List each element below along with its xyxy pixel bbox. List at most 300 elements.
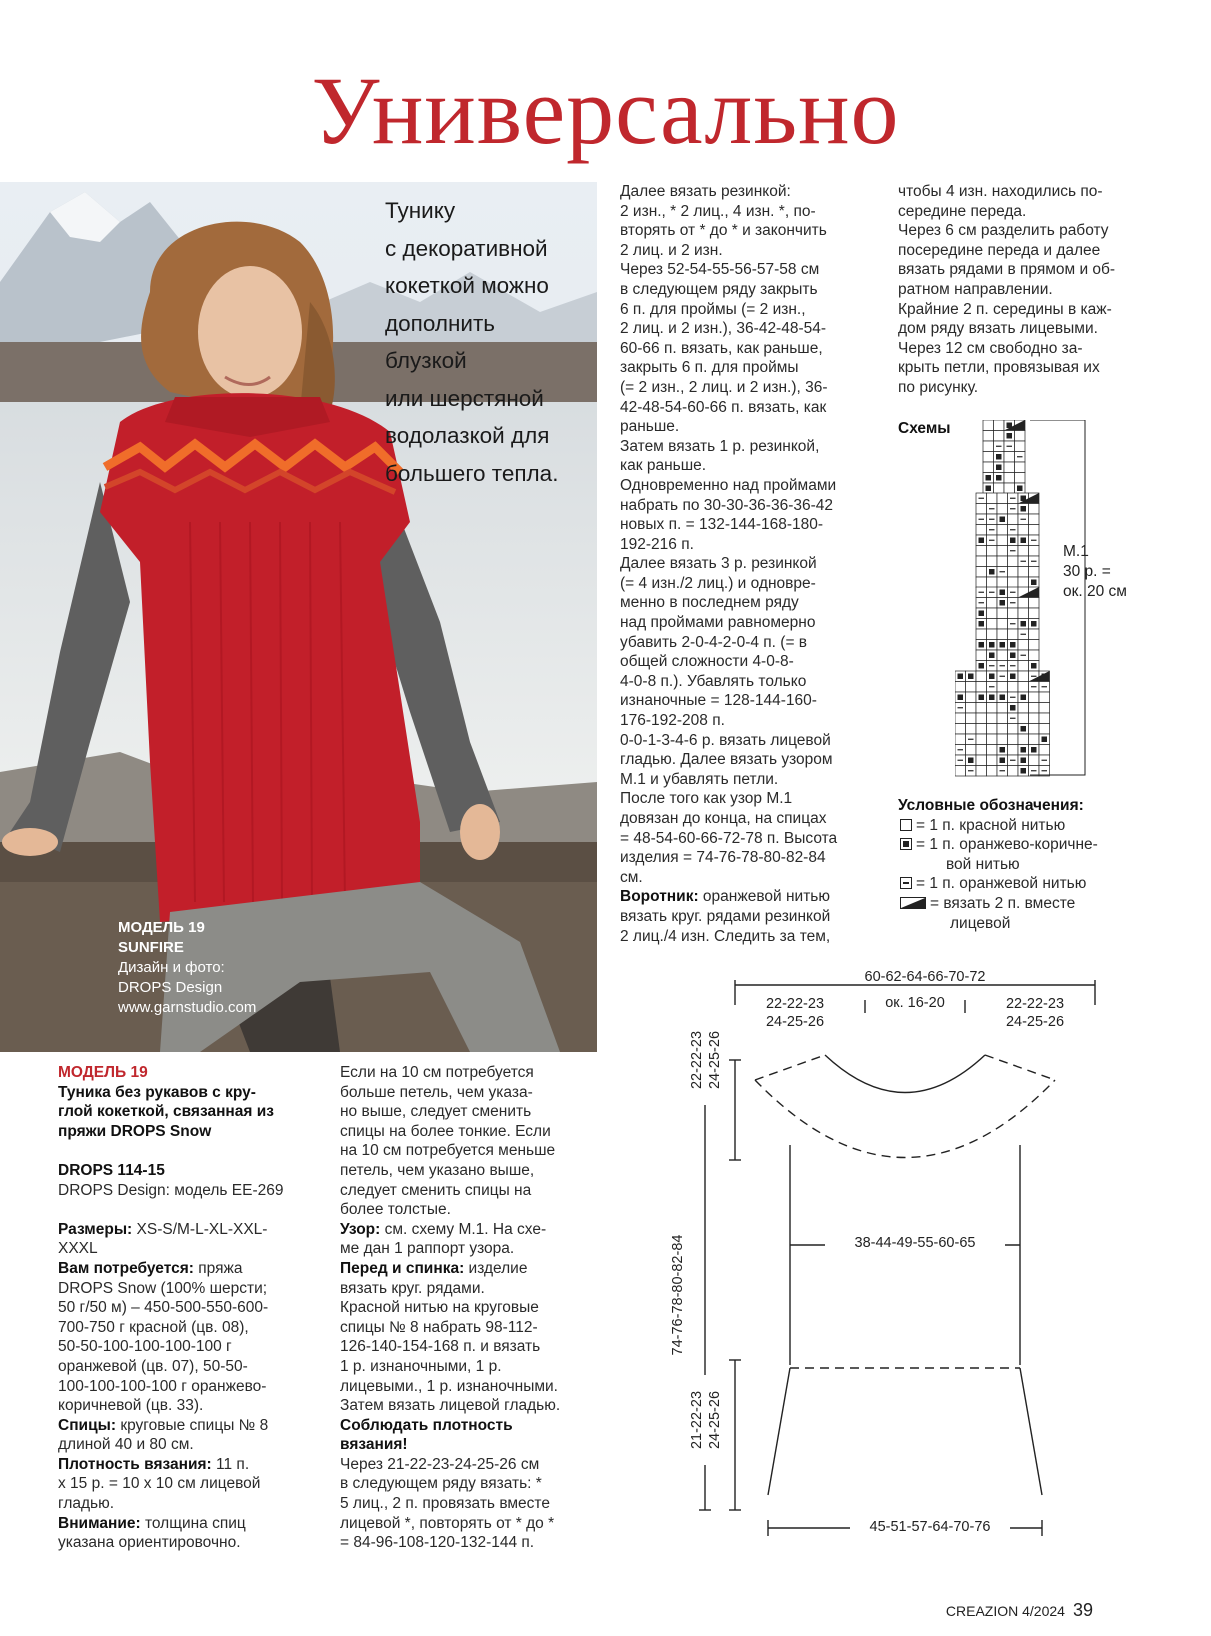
- text-line: спицы № 8 набрать 98-112-: [340, 1318, 538, 1336]
- chart-cell: [1015, 431, 1026, 442]
- chart-cell: [983, 420, 994, 431]
- filled-square-icon: [900, 838, 912, 850]
- chart-label-line: М.1: [1063, 543, 1089, 560]
- text-line: 0-0-1-3-4-6 р. вязать лицевой: [620, 731, 831, 749]
- chart-cell: [1029, 703, 1040, 714]
- yoke-height-line: 22-22-23: [689, 1030, 705, 1090]
- pattern-code: DROPS 114-15: [58, 1161, 165, 1179]
- legend-text: = 1 п. оранжевой нитью: [916, 875, 1087, 893]
- chart-cell: [1018, 525, 1029, 536]
- text-line: (= 4 изн./2 лиц.) и одновре-: [620, 574, 816, 592]
- text-line: изделия = 74-76-78-80-82-84: [620, 849, 826, 867]
- chart-dark-stitch: [979, 695, 985, 701]
- text-line: М.1 и убавлять петли.: [620, 770, 779, 788]
- text-line: Одновременно над проймами: [620, 476, 837, 494]
- text-line: раньше.: [620, 418, 680, 436]
- text-line: Затем вязать лицевой гладью.: [340, 1397, 561, 1415]
- chart-cell: [997, 650, 1008, 661]
- chart-cell: [976, 713, 987, 724]
- chart-cell: [1039, 724, 1050, 735]
- text-line: Через 52-54-55-56-57-58 см: [620, 261, 820, 279]
- chart-cell: [997, 525, 1008, 536]
- chart-cell: [987, 703, 998, 714]
- text-line: больше петель, чем указа-: [340, 1083, 533, 1101]
- chart-cell: [1029, 546, 1040, 557]
- intro-line: большего тепла.: [385, 460, 559, 486]
- text-line: середине переда.: [898, 202, 1027, 220]
- chart-cell: [997, 535, 1008, 546]
- chart-cell: [976, 703, 987, 714]
- chart-cell: [987, 734, 998, 745]
- text-line: 176-192-208 п.: [620, 712, 725, 730]
- caption-site: www.garnstudio.com: [118, 999, 257, 1016]
- chart-cell: [1018, 567, 1029, 578]
- chart-dark-stitch: [1010, 705, 1016, 711]
- model-desc: Туника без рукавов с кру-: [58, 1083, 256, 1101]
- density-value: 11 п.: [211, 1455, 250, 1473]
- chart-dark-stitch: [979, 621, 985, 627]
- chart-dark-stitch: [1031, 747, 1037, 753]
- text-line: Через 21-22-23-24-25-26 см: [340, 1455, 540, 1473]
- intro-line: или шерстяной: [385, 385, 544, 411]
- text-line: 700-750 г красной (цв. 08),: [58, 1318, 249, 1336]
- chart-cell: [966, 703, 977, 714]
- text-line: 2 лиц./4 изн. Следить за тем,: [620, 927, 831, 945]
- text-line: крыть петли, провязывая их: [898, 359, 1100, 377]
- chart-cell: [1018, 608, 1029, 619]
- front-label: Перед и спинка:: [340, 1259, 465, 1277]
- chart-dark-stitch: [1010, 642, 1016, 648]
- chart-cell: [976, 671, 987, 682]
- chart-dark-stitch: [1000, 695, 1006, 701]
- chart-dark-stitch: [1010, 674, 1016, 680]
- text-line: довязан до конца, на спицах: [620, 810, 827, 827]
- text-line: Через 6 см разделить работу: [898, 222, 1109, 240]
- chart-cell: [1004, 473, 1015, 484]
- text-line: Крайние 2 п. середины в каж-: [898, 300, 1112, 318]
- text-line: Далее вязать резинкой:: [620, 183, 791, 200]
- chart-cell: [1015, 473, 1026, 484]
- chart-cell: [955, 713, 966, 724]
- text-line: дом ряду вязать лицевыми.: [898, 320, 1098, 338]
- chart-cell: [966, 713, 977, 724]
- text-line: лицевой *, повторять от * до *: [340, 1514, 555, 1532]
- chart-cell: [987, 745, 998, 756]
- knitting-chart: [955, 420, 1165, 780]
- intro-text: [385, 192, 590, 492]
- shoulder-left-line: 24-25-26: [765, 1014, 825, 1030]
- chart-cell: [1008, 745, 1019, 756]
- text-line: см.: [620, 868, 643, 886]
- chart-cell: [1008, 577, 1019, 588]
- sizes-value: XXXL: [58, 1240, 98, 1258]
- text-line: 1 р. изнаночными, 1 р.: [340, 1357, 502, 1375]
- chart-cell: [955, 724, 966, 735]
- chart-m1: [955, 420, 1165, 780]
- chart-cell: [976, 724, 987, 735]
- text-line: ратном направлении.: [898, 280, 1053, 298]
- chart-cell: [1018, 661, 1029, 672]
- text-line: изнаночные = 128-144-160-: [620, 692, 817, 710]
- chart-dark-stitch: [989, 695, 995, 701]
- chart-cell: [1018, 703, 1029, 714]
- text-line: (= 2 изн., 2 лиц. и 2 изн.), 36-: [620, 378, 828, 396]
- chart-cell: [1029, 724, 1040, 735]
- text-line: по рисунку.: [898, 378, 979, 396]
- chart-dark-stitch: [1010, 538, 1016, 544]
- needles-value: круговые спицы № 8: [116, 1416, 269, 1434]
- chart-dark-stitch: [1021, 747, 1027, 753]
- column-instructions-2: [620, 182, 870, 946]
- chart-cell: [976, 755, 987, 766]
- chart-cell: [1015, 441, 1026, 452]
- chart-dark-stitch: [1021, 621, 1027, 627]
- chart-dark-stitch: [989, 674, 995, 680]
- chart-cell: [1029, 650, 1040, 661]
- body-width-label: 38-44-49-55-60-65: [825, 1235, 1005, 1251]
- note-value: толщина спиц: [140, 1514, 246, 1532]
- empty-square-icon: [900, 819, 912, 831]
- legend: [898, 796, 1158, 933]
- need-value: пряжа: [193, 1259, 243, 1277]
- chart-cell: [1039, 745, 1050, 756]
- keep-density-label: Соблюдать плотность: [340, 1416, 513, 1434]
- yoke-height-line: 24-25-26: [707, 1030, 723, 1090]
- chart-dark-stitch: [1000, 642, 1006, 648]
- shoulder-left-label: [760, 995, 830, 1031]
- chart-dark-stitch: [1000, 600, 1006, 606]
- shoulder-left-line: 22-22-23: [765, 996, 825, 1012]
- legend-item: [898, 894, 1158, 933]
- chart-cell: [1015, 462, 1026, 473]
- chart-dark-stitch: [979, 611, 985, 617]
- chart-cell: [976, 745, 987, 756]
- chart-cell: [983, 462, 994, 473]
- chart-cell: [997, 504, 1008, 515]
- chart-cell: [976, 629, 987, 640]
- text-line: DROPS Snow (100% шерсти;: [58, 1279, 268, 1297]
- chart-dark-stitch: [979, 663, 985, 669]
- chart-cell: [1018, 640, 1029, 651]
- chart-cell: [1029, 629, 1040, 640]
- text-line: набрать по 30-30-36-36-36-42: [620, 496, 834, 514]
- chart-cell: [1004, 483, 1015, 494]
- text-line: но выше, следует сменить: [340, 1103, 532, 1121]
- chart-cell: [976, 734, 987, 745]
- text-line: 2 лиц. и 2 изн.), 36-42-48-54-: [620, 320, 827, 338]
- chart-cell: [987, 724, 998, 735]
- text-line: 5 лиц., 2 п. провязать вместе: [340, 1495, 550, 1513]
- caption-model: МОДЕЛЬ 19: [118, 919, 205, 936]
- chart-dark-stitch: [986, 475, 992, 481]
- sizes-label: Размеры:: [58, 1220, 133, 1238]
- chart-cell: [976, 567, 987, 578]
- text-line: менно в последнем ряду: [620, 594, 799, 612]
- text-line: 50 г/50 м) – 450-500-550-600-: [58, 1299, 269, 1317]
- text-line: Если на 10 см потребуется: [340, 1064, 534, 1081]
- need-label: Вам потребуется:: [58, 1259, 194, 1277]
- hem-height-line: 24-25-26: [707, 1390, 723, 1450]
- chart-cell: [1018, 577, 1029, 588]
- chart-cell: [997, 546, 1008, 557]
- chart-dark-stitch: [1000, 590, 1006, 596]
- legend-text: = вязать 2 п. вместе: [930, 894, 1076, 912]
- text-line: вторять от * до * и закончить: [620, 222, 827, 240]
- text-line: 192-216 п.: [620, 535, 694, 553]
- chart-cell: [994, 483, 1005, 494]
- text-line: как раньше.: [620, 457, 707, 475]
- chart-cell: [976, 650, 987, 661]
- hem-height-label: [688, 1375, 724, 1465]
- text-line: x 15 р. = 10 x 10 см лицевой: [58, 1475, 261, 1493]
- chart-cell: [966, 692, 977, 703]
- intro-line: кокеткой можно: [385, 273, 549, 298]
- text-line: убавить 2-0-4-2-0-4 п. (= в: [620, 633, 808, 651]
- chart-dark-stitch: [986, 486, 992, 492]
- chart-cell: [997, 608, 1008, 619]
- chart-cell: [1029, 608, 1040, 619]
- decrease-triangle-icon: [900, 897, 926, 909]
- legend-text: вой нитью: [946, 855, 1020, 873]
- intro-line: с декоративной: [385, 235, 548, 261]
- intro-line: Тунику: [385, 198, 456, 223]
- chart-cell: [983, 441, 994, 452]
- text-line: Затем вязать 1 р. резинкой,: [620, 437, 820, 455]
- shoulder-right-label: [1000, 995, 1070, 1031]
- legend-text: = 1 п. красной нитью: [916, 816, 1066, 834]
- chart-cell: [987, 755, 998, 766]
- chart-dark-stitch: [1000, 517, 1006, 523]
- text-line: Красной нитью на круговые: [340, 1299, 539, 1317]
- caption-brand: DROPS Design: [118, 979, 223, 996]
- chart-cell: [987, 493, 998, 504]
- chart-cell: [1004, 462, 1015, 473]
- text-line: вязать круг. рядами.: [340, 1279, 485, 1297]
- page-title: Универсально: [311, 57, 900, 164]
- text-line: После того как узор М.1: [620, 790, 793, 808]
- chart-cell: [1029, 713, 1040, 724]
- text-line: коричневой (цв. 33).: [58, 1397, 204, 1415]
- top-width-label: 60-62-64-66-70-72: [864, 969, 986, 985]
- chart-dark-stitch: [979, 642, 985, 648]
- text-line: над проймами равномерно: [620, 614, 816, 632]
- caption-name: SUNFIRE: [118, 939, 184, 956]
- chart-cell: [997, 619, 1008, 630]
- text-line: на 10 см потребуется меньше: [340, 1142, 556, 1160]
- chart-cell: [997, 703, 1008, 714]
- legend-text: лицевой: [950, 914, 1011, 932]
- chart-cell: [987, 546, 998, 557]
- text-line: в следующем ряду закрыть: [620, 280, 818, 298]
- chart-cell: [987, 608, 998, 619]
- text-line: 2 изн., * 2 лиц., 4 изн. *, по-: [620, 202, 816, 220]
- chart-cell: [997, 493, 1008, 504]
- chart-cell: [997, 556, 1008, 567]
- column-instructions-3: [898, 182, 1148, 398]
- text-line: 126-140-154-168 п. и вязать: [340, 1338, 541, 1356]
- chart-cell: [983, 431, 994, 442]
- text-line: 42-48-54-60-66 п. вязать, как: [620, 398, 827, 416]
- text-line: общей сложности 4-0-8-: [620, 653, 794, 671]
- text-line: = 48-54-60-66-72-78 п. Высота: [620, 829, 838, 847]
- chart-label-line: ок. 20 см: [1063, 583, 1127, 600]
- chart-cell: [976, 682, 987, 693]
- intro-line: водолазкой для: [385, 423, 550, 448]
- chart-dark-stitch: [989, 569, 995, 575]
- chart-dark-stitch: [1021, 506, 1027, 512]
- legend-text: = 1 п. оранжево-коричне-: [916, 836, 1098, 854]
- chart-dark-stitch: [1021, 768, 1027, 774]
- chart-cell: [1018, 734, 1029, 745]
- chart-cell: [976, 577, 987, 588]
- chart-cell: [1029, 598, 1040, 609]
- total-height-label: 74-76-78-80-82-84: [670, 1215, 686, 1375]
- page-number: 39: [1072, 1600, 1093, 1620]
- text-line: вязать круг. рядами резинкой: [620, 907, 831, 925]
- chart-cell: [976, 504, 987, 515]
- chart-cell: [955, 734, 966, 745]
- caption-design: Дизайн и фото:: [118, 959, 225, 976]
- text-line: гладью. Далее вязать узором: [620, 751, 833, 769]
- chart-cell: [997, 577, 1008, 588]
- text-line: 100-100-100-100 г оранжево-: [58, 1377, 267, 1395]
- chart-cell: [1029, 525, 1040, 536]
- text-line: гладью.: [58, 1495, 115, 1513]
- chart-cell: [997, 629, 1008, 640]
- sizes-value: XS-S/M-L-XL-XXL-: [132, 1220, 268, 1238]
- chart-dark-stitch: [958, 695, 964, 701]
- chart-cell: [983, 452, 994, 463]
- keep-density-label: вязания!: [340, 1436, 408, 1454]
- column-instructions-1: [340, 1063, 590, 1553]
- text-line: Через 12 см свободно за-: [898, 339, 1083, 357]
- intro-line: блузкой: [385, 348, 467, 373]
- dash-square-icon: [900, 877, 912, 889]
- chart-cell: [994, 420, 1005, 431]
- text-line: в следующем ряду вязать: *: [340, 1475, 542, 1493]
- chart-cell: [955, 682, 966, 693]
- chart-cell: [1018, 598, 1029, 609]
- text-line: закрыть 6 п. для проймы: [620, 359, 799, 377]
- shoulder-right-line: 24-25-26: [1005, 1014, 1065, 1030]
- yoke-height-label: [688, 1015, 724, 1105]
- chart-cell: [1039, 713, 1050, 724]
- chart-cell: [1029, 692, 1040, 703]
- text-line: петель, чем указано выше,: [340, 1161, 535, 1179]
- chart-cell: [1008, 629, 1019, 640]
- chart-cell: [966, 724, 977, 735]
- text-line: длиной 40 и 80 см.: [58, 1436, 194, 1454]
- text-line: спицы на более тонкие. Если: [340, 1122, 551, 1140]
- needles-label: Спицы:: [58, 1416, 117, 1434]
- chart-cell: [1018, 713, 1029, 724]
- chart-cell: [976, 546, 987, 557]
- chart-cell: [1008, 734, 1019, 745]
- legend-item: [898, 874, 1158, 894]
- model-heading: МОДЕЛЬ 19: [58, 1064, 148, 1081]
- chart-cell: [987, 629, 998, 640]
- chart-cell: [997, 734, 1008, 745]
- shoulder-right-line: 22-22-23: [1005, 996, 1065, 1012]
- text-line: 4-0-8 п.). Убавлять только: [620, 672, 807, 690]
- chart-cell: [987, 577, 998, 588]
- schemes-label: Схемы: [898, 420, 951, 437]
- chart-dark-stitch: [989, 653, 995, 659]
- text-line: 60-66 п. вязать, как раньше,: [620, 339, 823, 357]
- density-label: Плотность вязания:: [58, 1455, 212, 1473]
- model-desc: пряжи DROPS Snow: [58, 1122, 212, 1140]
- chart-cell: [1029, 567, 1040, 578]
- chart-cell: [1008, 724, 1019, 735]
- chart-cell: [1029, 734, 1040, 745]
- front-value: изделие: [464, 1259, 528, 1277]
- chart-cell: [955, 766, 966, 777]
- chart-dark-stitch: [996, 475, 1002, 481]
- text-line: 2 лиц. и 2 изн.: [620, 241, 723, 259]
- text-line: лицевыми., 1 р. изнаночными.: [340, 1377, 558, 1395]
- chart-dark-stitch: [1007, 433, 1013, 439]
- text-line: ме дан 1 раппорт узора.: [340, 1240, 515, 1258]
- hem-height-line: 21-22-23: [689, 1390, 705, 1450]
- chart-dark-stitch: [1031, 580, 1037, 586]
- chart-cell: [1029, 755, 1040, 766]
- chart-cell: [1008, 608, 1019, 619]
- chart-cell: [1029, 504, 1040, 515]
- text-line: посередине переда и далее: [898, 241, 1101, 259]
- text-line: следует сменить спицы на: [340, 1181, 532, 1199]
- text-line: указана ориентировочно.: [58, 1534, 241, 1552]
- chart-cell: [1029, 640, 1040, 651]
- photo-caption: [118, 918, 256, 1018]
- chart-cell: [1008, 567, 1019, 578]
- pattern-value: см. схему М.1. На схе-: [380, 1220, 547, 1238]
- chart-cell: [976, 766, 987, 777]
- text-line: оранжевой (цв. 07), 50-50-: [58, 1357, 248, 1375]
- chart-cell: [987, 556, 998, 567]
- magazine-name: CREAZION 4/2024: [945, 1603, 1065, 1619]
- text-line: 6 п. для проймы (= 2 изн.,: [620, 300, 806, 318]
- chart-cell: [1004, 452, 1015, 463]
- chart-cell: [1018, 682, 1029, 693]
- chart-dark-stitch: [1010, 653, 1016, 659]
- chart-dark-stitch: [989, 642, 995, 648]
- chart-dark-stitch: [968, 758, 974, 764]
- chart-dark-stitch: [968, 674, 974, 680]
- page-footer: [946, 1600, 1093, 1621]
- chart-cell: [966, 682, 977, 693]
- pattern-label: Узор:: [340, 1220, 381, 1238]
- chart-cell: [987, 619, 998, 630]
- chart-cell: [1039, 692, 1050, 703]
- neck-width-label: ок. 16-20: [885, 995, 945, 1011]
- text-line: Далее вязать 3 р. резинкой: [620, 555, 817, 573]
- chart-dark-stitch: [1021, 726, 1027, 732]
- chart-label-line: 30 р. =: [1063, 563, 1111, 580]
- chart-cell: [997, 682, 1008, 693]
- text-line: 50-50-100-100-100-100 г: [58, 1338, 232, 1356]
- text-line: = 84-96-108-120-132-144 п.: [340, 1534, 535, 1552]
- chart-cell: [987, 598, 998, 609]
- note-label: Внимание:: [58, 1514, 141, 1532]
- chart-cell: [1018, 671, 1029, 682]
- chart-cell: [1029, 514, 1040, 525]
- column-materials: [58, 1063, 313, 1553]
- chart-cell: [1008, 556, 1019, 567]
- chart-cell: [1018, 546, 1029, 557]
- text-line: более толстые.: [340, 1201, 451, 1219]
- chart-label: [1063, 542, 1127, 602]
- chart-dark-stitch: [996, 454, 1002, 460]
